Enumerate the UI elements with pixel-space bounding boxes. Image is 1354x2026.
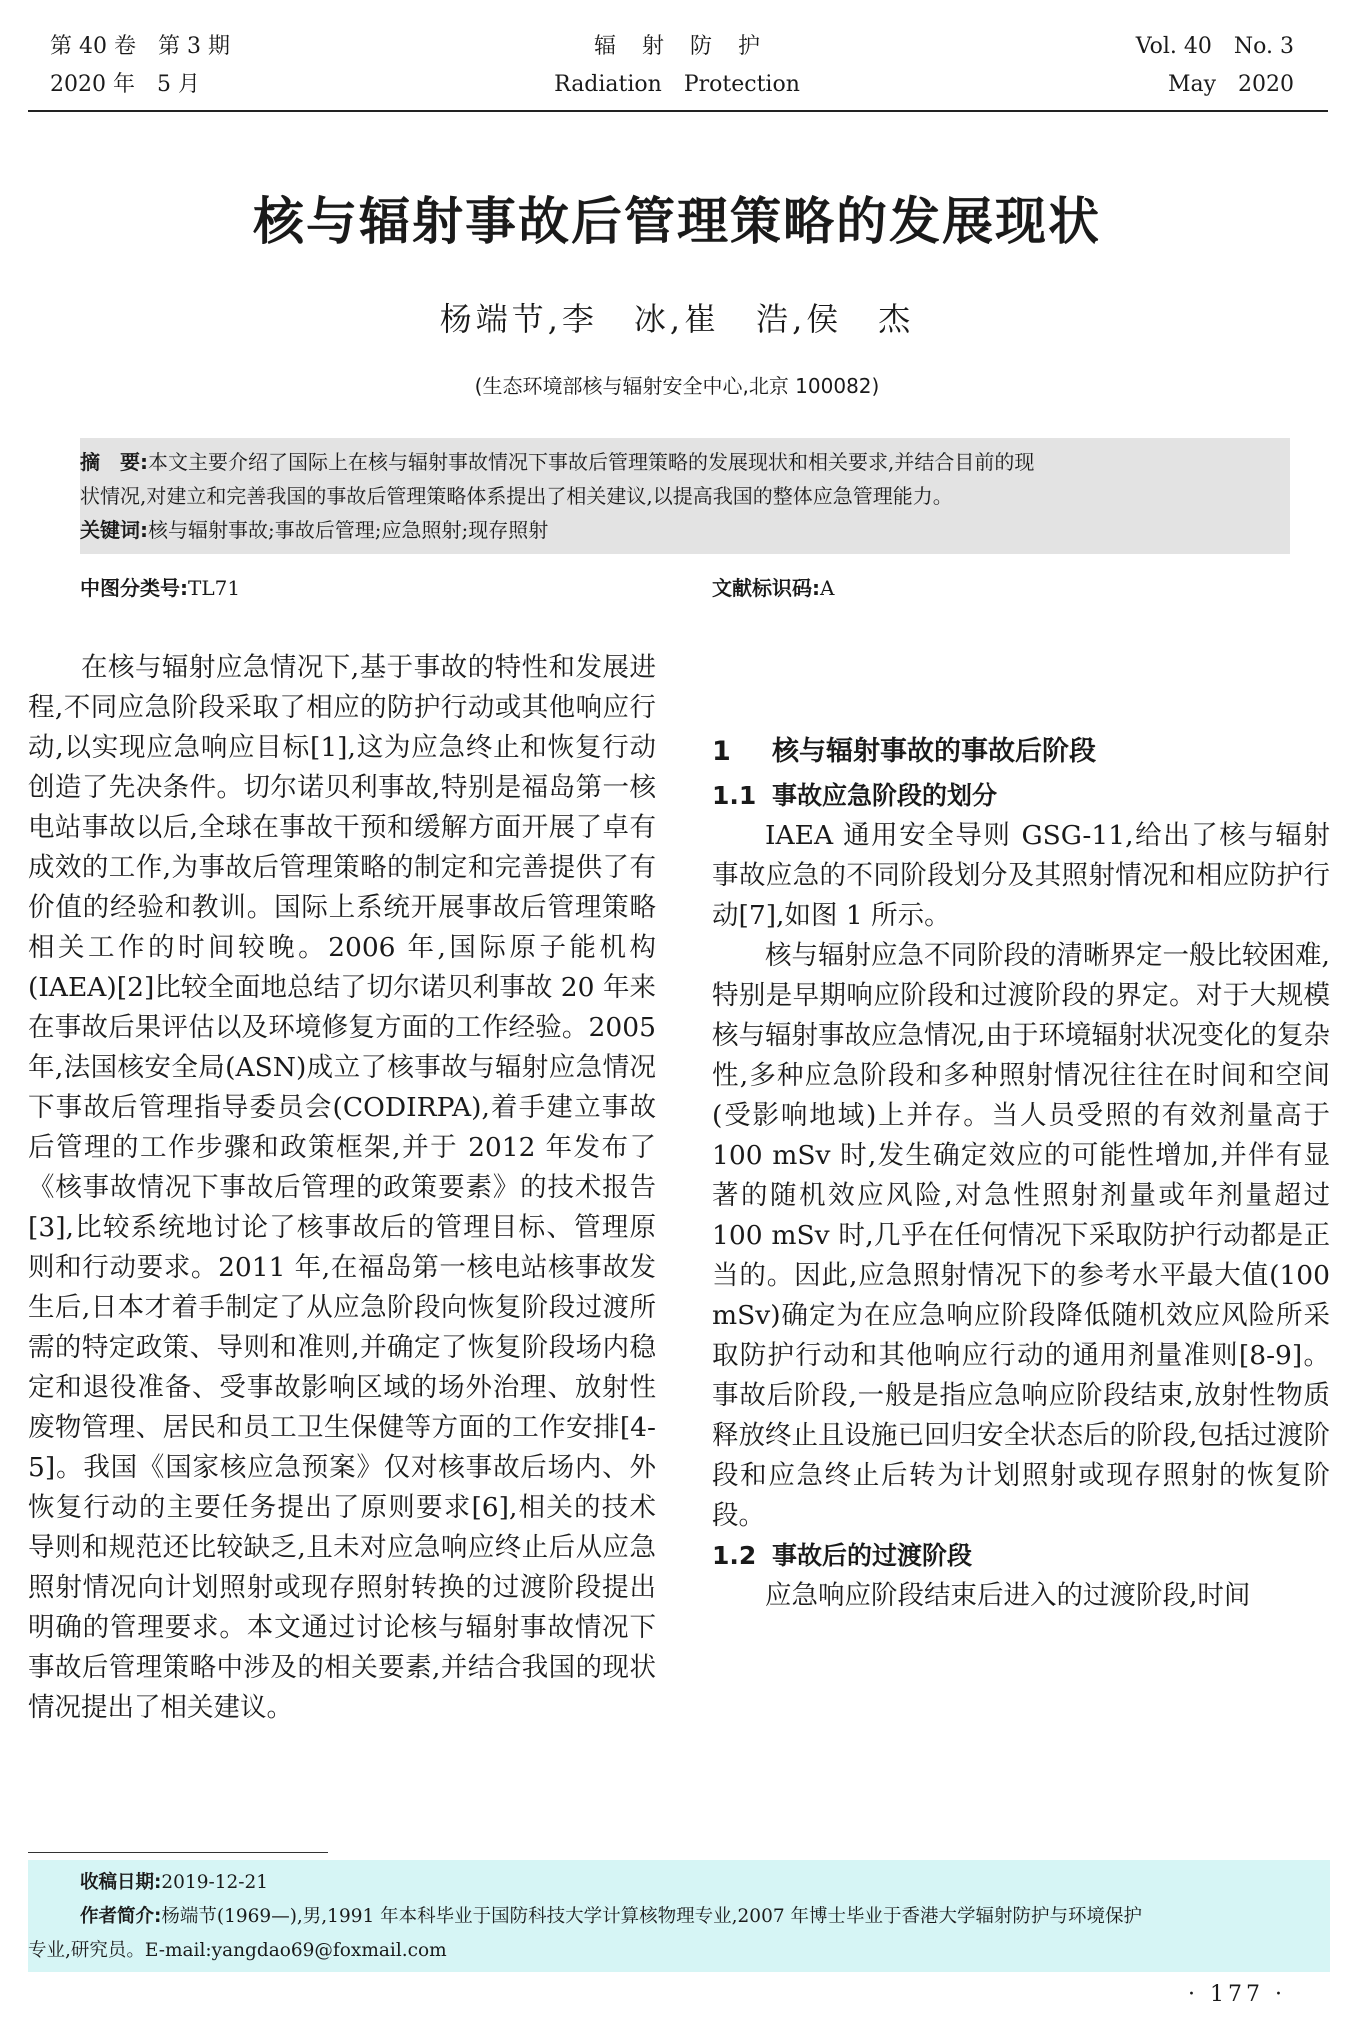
section-1-2-heading <box>712 1536 1330 1576</box>
volume-issue: 第 40 卷 第 3 期 <box>50 34 230 59</box>
abstract-line <box>80 445 1282 479</box>
section-title: 事故后的过渡阶段 <box>772 1541 973 1570</box>
clc-number <box>80 572 240 601</box>
section-1-heading <box>712 732 1330 772</box>
header-rule <box>28 110 1328 112</box>
section-number: 1.1 <box>712 781 757 810</box>
section-number: 1 <box>712 736 731 767</box>
body-column-left <box>28 648 656 1728</box>
section-1-1-heading <box>712 776 1330 816</box>
publication-date: 2020 年 5 月 <box>50 72 200 97</box>
doc-code-value: A <box>820 576 835 600</box>
clc-label: 中图分类号: <box>80 576 188 600</box>
journal-name-en: Radiation Protection <box>554 72 800 97</box>
abstract-box <box>80 438 1290 554</box>
keywords-label: 关键词: <box>80 518 148 542</box>
author-list: 杨端节,李 冰,崔 浩,侯 杰 <box>439 300 915 338</box>
section-title: 事故应急阶段的划分 <box>772 781 998 810</box>
received-label: 收稿日期: <box>80 1872 162 1893</box>
received-date <box>28 1866 1330 1900</box>
body-column-right <box>712 648 1330 1616</box>
abstract-label: 摘 要: <box>80 450 148 474</box>
journal-issue-info-en <box>1136 28 1294 104</box>
author-bio <box>28 1900 1330 1934</box>
publication-date-en: May 2020 <box>1167 72 1294 97</box>
section-number: 1.2 <box>712 1541 757 1570</box>
body-paragraph: 核与辐射应急不同阶段的清晰界定一般比较困难,特别是早期响应阶段和过渡阶段的界定。对于大规模核与辐射事故应急情况,由于环境辐射状况变化的复杂性,多种应急阶段和多种照射情况往往在时间和空间(受影响地域)上并存。当人员受照的有效剂量高于 100 mSv 时,发生确定效应的可能性增加,并伴有显著的随机效应风险,对急性照射剂量或年剂量超过 100 mSv 时,几乎在任何情况下采取防护行动都是正当的。因此,应急照射情况下的参考水平最大值(100 mSv)确定为在应急响应阶段降低随机效应风险所采取防护行动和其他响应行动的通用剂量准则[8-9]。事故后阶段,一般是指应急响应阶段结束,放射性物质释放终止且设施已回归安全状态后的阶段,包括过渡阶段和应急终止后转为计划照射或现存照射的恢复阶段。 <box>712 940 1330 1531</box>
abstract-text-1: 本文主要介绍了国际上在核与辐射事故情况下事故后管理策略的发展现状和相关要求,并结合目前的现 <box>148 450 1035 474</box>
volume-issue-en: Vol. 40 No. 3 <box>1135 34 1294 59</box>
footnote-rule <box>28 1852 328 1853</box>
clc-value: TL71 <box>188 576 241 600</box>
keywords-text: 核与辐射事故;事故后管理;应急照射;现存照射 <box>148 518 549 542</box>
keywords-line <box>80 513 1282 547</box>
received-value: 2019-12-21 <box>161 1872 269 1893</box>
body-paragraph: IAEA 通用安全导则 GSG-11,给出了核与辐射事故应急的不同阶段划分及其照射情况和相应防护行动[7],如图 1 所示。 <box>712 820 1330 931</box>
author-bio-label: 作者简介: <box>80 1906 162 1927</box>
affiliation: (生态环境部核与辐射安全中心,北京 100082) <box>474 374 880 398</box>
intro-paragraph: 在核与辐射应急情况下,基于事故的特性和发展进程,不同应急阶段采取了相应的防护行动或其他响应行动,以实现应急响应目标[1],这为应急终止和恢复行动创造了先决条件。切尔诺贝利事故,特别是福岛第一核电站事故以后,全球在事故干预和缓解方面开展了卓有成效的工作,为事故后管理策略的制定和完善提供了有价值的经验和教训。国际上系统开展事故后管理策略相关工作的时间较晚。2006 年,国际原子能机构(IAEA)[2]比较全面地总结了切尔诺贝利事故 20 年来在事故后果评估以及环境修复方面的工作经验。2005 年,法国核安全局(ASN)成立了核事故与辐射应急情况下事故后管理指导委员会(CODIRPA),着手建立事故后管理的工作步骤和政策框架,并于 2012 年发布了《核事故情况下事故后管理的政策要素》的技术报告[3],比较系统地讨论了核事故后的管理目标、管理原则和行动要求。2011 年,在福岛第一核电站核事故发生后,日本才着手制定了从应急阶段向恢复阶段过渡所需的特定政策、导则和准则,并确定了恢复阶段场内稳定和退役准备、受事故影响区域的场外治理、放射性废物管理、居民和员工卫生保健等方面的工作安排[4-5]。我国《国家核应急预案》仅对核事故后场内、外恢复行动的主要任务提出了原则要求[6],相关的技术导则和规范还比较缺乏,且未对应急响应终止后从应急照射情况向计划照射或现存照射转换的过渡阶段提出明确的管理要求。本文通过讨论核与辐射事故情况下事故后管理策略中涉及的相关要素,并结合我国的现状情况提出了相关建议。 <box>28 652 656 1723</box>
footnote-box <box>28 1860 1330 1972</box>
abstract-line: 状情况,对建立和完善我国的事故后管理策略体系提出了相关建议,以提高我国的整体应急管理能力。 <box>80 484 953 508</box>
body-paragraph: 应急响应阶段结束后进入的过渡阶段,时间 <box>765 1580 1251 1611</box>
document-code <box>712 572 834 601</box>
page-number: · 177 · <box>1188 1982 1286 2007</box>
section-title: 核与辐射事故的事故后阶段 <box>772 736 1096 767</box>
paper-title: 核与辐射事故后管理策略的发展现状 <box>252 193 1101 252</box>
author-bio-text: 杨端节(1969—),男,1991 年本科毕业于国防科技大学计算核物理专业,2007 年博士毕业于香港大学辐射防护与环境保护 <box>161 1906 1142 1927</box>
journal-name-cn: 辐射防护 <box>593 34 786 59</box>
author-bio-continued: 专业,研究员。E-mail:yangdao69@foxmail.com <box>28 1940 447 1961</box>
doc-code-label: 文献标识码: <box>712 576 820 600</box>
